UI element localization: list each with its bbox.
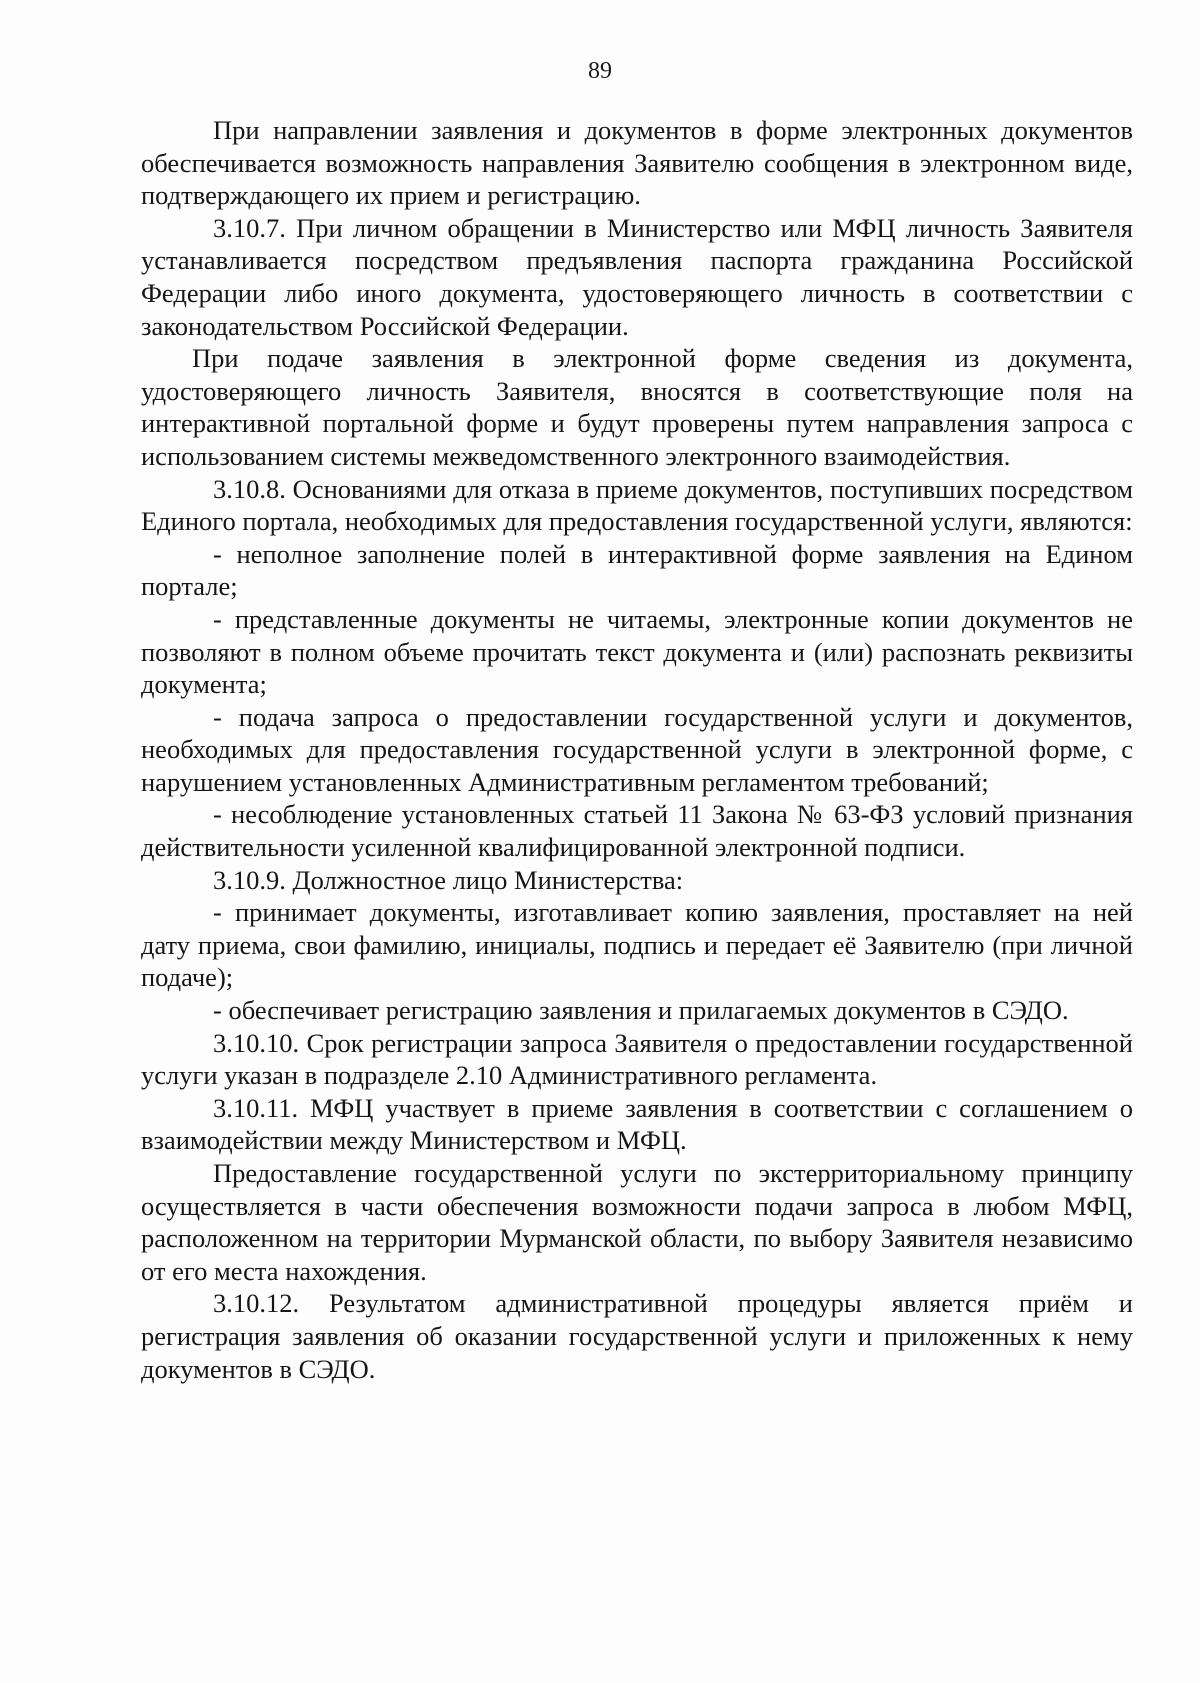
paragraph-3-10-12: 3.10.12. Результатом административной процедуры является приём и регистрация заявления об оказании государственной услуги и приложенных к нему документов в СЭДО.: [141, 1288, 1133, 1384]
list-item-accepts-documents: - принимает документы, изготавливает копию заявления, проставляет на ней дату приема, свои фамилию, инициалы, подпись и передает её Заявителю (при личной подаче);: [141, 897, 1133, 993]
paragraph-3-10-8: 3.10.8. Основаниями для отказа в приеме документов, поступивших посредством Единого портала, необходимых для предоставления государственной услуги, являются:: [141, 473, 1133, 537]
paragraph-3-10-9: 3.10.9. Должностное лицо Министерства:: [213, 864, 684, 895]
paragraph-3-10-11: 3.10.11. МФЦ участвует в приеме заявления в соответствии с соглашением о взаимодействии между Министерством и МФЦ.: [141, 1092, 1133, 1156]
paragraph-3-10-10: 3.10.10. Срок регистрации запроса Заявителя о предоставлении государственной услуги указан в подразделе 2.10 Административного регламента.: [141, 1027, 1133, 1091]
paragraph-3-10-7: 3.10.7. При личном обращении в Министерство или МФЦ личность Заявителя устанавливается посредством предъявления паспорта гражданина Российской Федерации либо иного документа, удостоверяющего личность в соответствии с законодательством Российской Федерации.: [141, 212, 1133, 341]
list-item-signature-conditions: - несоблюдение установленных статьей 11 Закона № 63-ФЗ условий признания действительности усиленной квалифицированной электронной подписи.: [141, 799, 1133, 863]
paragraph-electronic-form: При подаче заявления в электронной форме сведения из документа, удостоверяющего личность Заявителя, вносятся в соответствующие поля на интерактивной портальной форме и будут проверены путем направления запроса с использованием системы межведомственного электронного взаимодействия.: [141, 343, 1133, 471]
paragraph-electronic-submission: При направлении заявления и документов в форме электронных документов обеспечивается возможность направления Заявителю сообщения в электронном виде, подтверждающего их прием и регистрацию.: [141, 115, 1133, 211]
paragraph-extraterritorial: Предоставление государственной услуги по экстерриториальному принципу осуществляется в части обеспечения возможности подачи запроса в любом МФЦ, расположенном на территории Мурманской области, по выбору Заявителя независимо от его места нахождения.: [141, 1158, 1133, 1286]
list-item-incomplete-fields: - неполное заполнение полей в интерактивной форме заявления на Едином портале;: [141, 538, 1133, 602]
page-number: 89: [588, 58, 612, 84]
list-item-unreadable-documents: - представленные документы не читаемы, электронные копии документов не позволяют в полном объеме прочитать текст документа и (или) распознать реквизиты документа;: [141, 603, 1133, 700]
list-item-requirements-violation: - подача запроса о предоставлении государственной услуги и документов, необходимых для предоставления государственной услуги в электронной форме, с нарушением установленных Административным регламентом требований;: [141, 701, 1133, 797]
list-item-registration: - обеспечивает регистрацию заявления и прилагаемых документов в СЭДО.: [213, 995, 1069, 1026]
document-body: [141, 114, 1133, 1385]
